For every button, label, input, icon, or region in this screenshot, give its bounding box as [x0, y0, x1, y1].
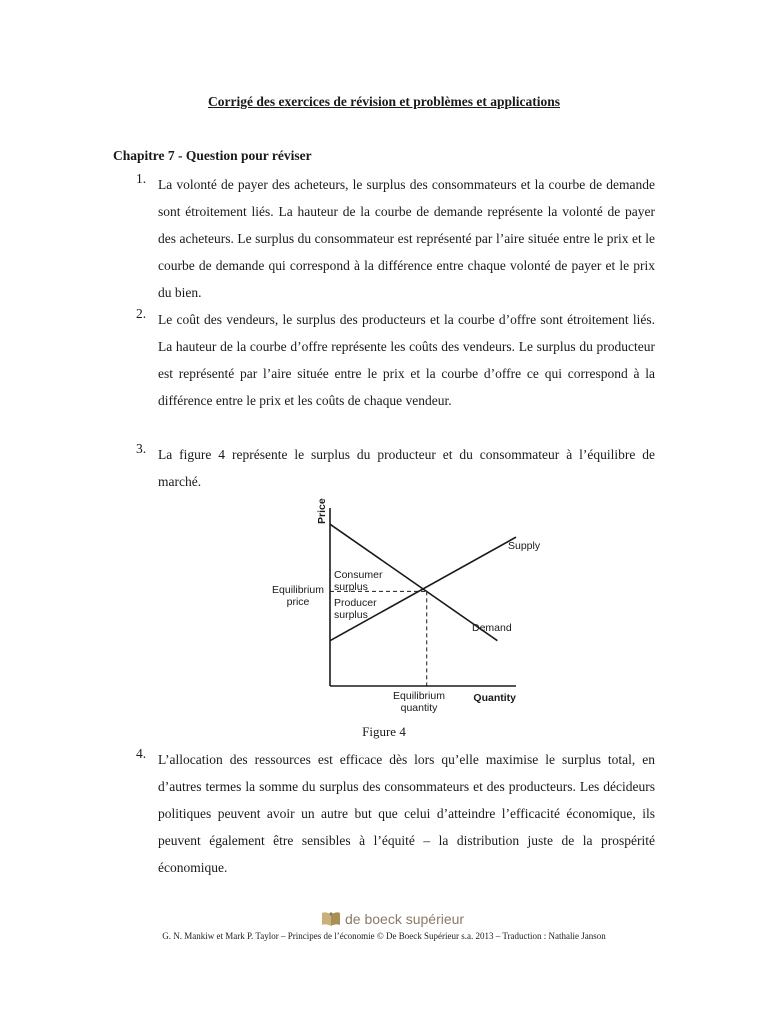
figure-caption: Figure 4 — [362, 724, 406, 739]
footer-credit: G. N. Mankiw et Mark P. Taylor – Principes de l’économie © De Boeck Supérieur s.a. 2013 – Traduction : Nathalie Janson — [162, 931, 606, 941]
book-icon — [321, 911, 341, 927]
publisher-name: de boeck supérieur — [345, 911, 465, 927]
chapter-heading: Chapitre 7 - Question pour réviser — [113, 148, 312, 163]
list-item-text: La volonté de payer des acheteurs, le surplus des consommateurs et la courbe de demande sont étroitement liés. La hauteur de la courbe de demande représente la volonté de payer des acheteurs. Le surplus du consommateur est représenté par l’aire située entre le prix et le courbe de demande qui correspond à la différence entre chaque volonté de payer et le prix du bien. — [158, 177, 655, 300]
x-axis-label: Quantity — [473, 692, 516, 704]
supply-demand-chart — [264, 492, 541, 716]
equilibrium-quantity-label-line1: Equilibrium — [393, 690, 445, 702]
list-item-text: Le coût des vendeurs, le surplus des producteurs et la courbe d’offre sont étroitement liés. La hauteur de la courbe d’offre représente les coûts des vendeurs. Le surplus du producteur est représenté par l’aire située entre le prix et la courbe d’offre ce qui correspond à la différence entre le prix et les coûts de chaque vendeur. — [158, 312, 655, 408]
consumer-surplus-label-line1: Consumer — [334, 569, 383, 581]
chart-svg — [264, 492, 541, 716]
list-item-number: 3. — [136, 441, 147, 456]
list-item-text: L’allocation des ressources est efficace dès lors qu’elle maximise le surplus total, en d’autres termes la somme du surplus des consommateurs et des producteurs. Les décideurs politiques peuvent avoir un autre but que celui d’atteindre l’efficacité économique, ils peuvent également être sensibles à l’équité – la distribution juste de la prospérité économique. — [158, 752, 655, 875]
producer-surplus-label-line2: surplus — [334, 609, 368, 621]
demand-label: Demand — [472, 622, 512, 634]
list-item-number: 2. — [136, 306, 147, 321]
list-item-number: 4. — [136, 746, 147, 761]
document-title: Corrigé des exercices de révision et problèmes et applications — [208, 94, 560, 109]
list-item-text: La figure 4 représente le surplus du producteur et du consommateur à l’équilibre de marché. — [158, 447, 655, 489]
equilibrium-quantity-label-line2: quantity — [400, 702, 438, 714]
equilibrium-price-label-line1: Equilibrium — [272, 584, 324, 596]
supply-label: Supply — [508, 540, 541, 552]
publisher-logo — [321, 910, 464, 928]
producer-surplus-label-line1: Producer — [334, 597, 377, 609]
y-axis-label: Price — [316, 498, 328, 524]
consumer-surplus-label-line2: surplus — [334, 581, 368, 593]
equilibrium-price-label-line2: price — [286, 596, 310, 608]
list-item-number: 1. — [136, 171, 147, 186]
